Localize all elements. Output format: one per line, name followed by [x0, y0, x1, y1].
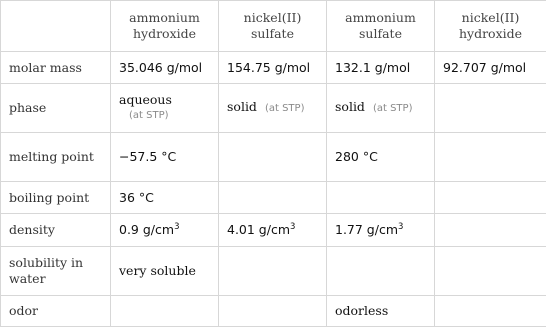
- column-header-ammonium-hydroxide: ammonium hydroxide: [111, 1, 219, 52]
- phase-condition-note: (at STP): [129, 110, 169, 121]
- density-unit-exponent: 3: [290, 221, 296, 232]
- cell-density-ammonium-sulfate: [327, 214, 435, 247]
- header-row: [1, 1, 546, 52]
- cell-boiling-point-nickel-ii-sulfate: [219, 182, 327, 214]
- row-density: [1, 214, 546, 247]
- row-label-boiling-point: boiling point: [1, 182, 111, 214]
- cell-phase-nickel-ii-sulfate: [219, 84, 327, 133]
- cell-melting-point-ammonium-sulfate: 280 °C: [327, 133, 435, 182]
- row-boiling-point: [1, 182, 546, 214]
- phase-value: aqueous: [119, 92, 172, 107]
- cell-phase-ammonium-sulfate: [327, 84, 435, 133]
- cell-odor-nickel-ii-hydroxide: [435, 296, 546, 327]
- cell-molar-mass-ammonium-sulfate: 132.1 g/mol: [327, 52, 435, 84]
- cell-boiling-point-ammonium-sulfate: [327, 182, 435, 214]
- row-phase: [1, 84, 546, 133]
- cell-density-nickel-ii-sulfate: [219, 214, 327, 247]
- cell-molar-mass-nickel-ii-hydroxide: 92.707 g/mol: [435, 52, 546, 84]
- column-header-nickel-ii-sulfate: nickel(II) sulfate: [219, 1, 327, 52]
- phase-condition-note: (at STP): [372, 103, 413, 114]
- cell-melting-point-ammonium-hydroxide: −57.5 °C: [111, 133, 219, 182]
- density-unit-exponent: 3: [398, 221, 404, 232]
- cell-density-ammonium-hydroxide: [111, 214, 219, 247]
- row-label-phase: phase: [1, 84, 111, 133]
- row-solubility-in-water: [1, 247, 546, 296]
- cell-boiling-point-ammonium-hydroxide: 36 °C: [111, 182, 219, 214]
- density-value: 4.01 g/cm: [227, 222, 291, 237]
- cell-boiling-point-nickel-ii-hydroxide: [435, 182, 546, 214]
- column-header-nickel-ii-hydroxide: nickel(II) hydroxide: [435, 1, 546, 52]
- cell-solubility-nickel-ii-hydroxide: [435, 247, 546, 296]
- cell-melting-point-nickel-ii-hydroxide: [435, 133, 546, 182]
- cell-phase-ammonium-hydroxide: [111, 84, 219, 133]
- cell-odor-ammonium-sulfate: odorless: [327, 296, 435, 327]
- phase-condition-note: (at STP): [264, 103, 305, 114]
- column-header-ammonium-sulfate: ammonium sulfate: [327, 1, 435, 52]
- row-label-solubility-in-water: solubility in water: [1, 247, 111, 296]
- cell-phase-nickel-ii-hydroxide: [435, 84, 546, 133]
- row-odor: [1, 296, 546, 327]
- row-label-molar-mass: molar mass: [1, 52, 111, 84]
- phase-value: solid: [335, 99, 365, 114]
- cell-odor-ammonium-hydroxide: [111, 296, 219, 327]
- row-molar-mass: [1, 52, 546, 84]
- row-label-odor: odor: [1, 296, 111, 327]
- density-unit-exponent: 3: [174, 221, 180, 232]
- corner-cell: [1, 1, 111, 52]
- row-label-melting-point: melting point: [1, 133, 111, 182]
- row-label-density: density: [1, 214, 111, 247]
- row-melting-point: [1, 133, 546, 182]
- cell-melting-point-nickel-ii-sulfate: [219, 133, 327, 182]
- density-value: 0.9 g/cm: [119, 222, 175, 237]
- cell-molar-mass-nickel-ii-sulfate: 154.75 g/mol: [219, 52, 327, 84]
- cell-density-nickel-ii-hydroxide: [435, 214, 546, 247]
- cell-solubility-nickel-ii-sulfate: [219, 247, 327, 296]
- cell-molar-mass-ammonium-hydroxide: 35.046 g/mol: [111, 52, 219, 84]
- cell-solubility-ammonium-sulfate: [327, 247, 435, 296]
- cell-solubility-ammonium-hydroxide: very soluble: [111, 247, 219, 296]
- cell-odor-nickel-ii-sulfate: [219, 296, 327, 327]
- phase-value: solid: [227, 99, 257, 114]
- density-value: 1.77 g/cm: [335, 222, 399, 237]
